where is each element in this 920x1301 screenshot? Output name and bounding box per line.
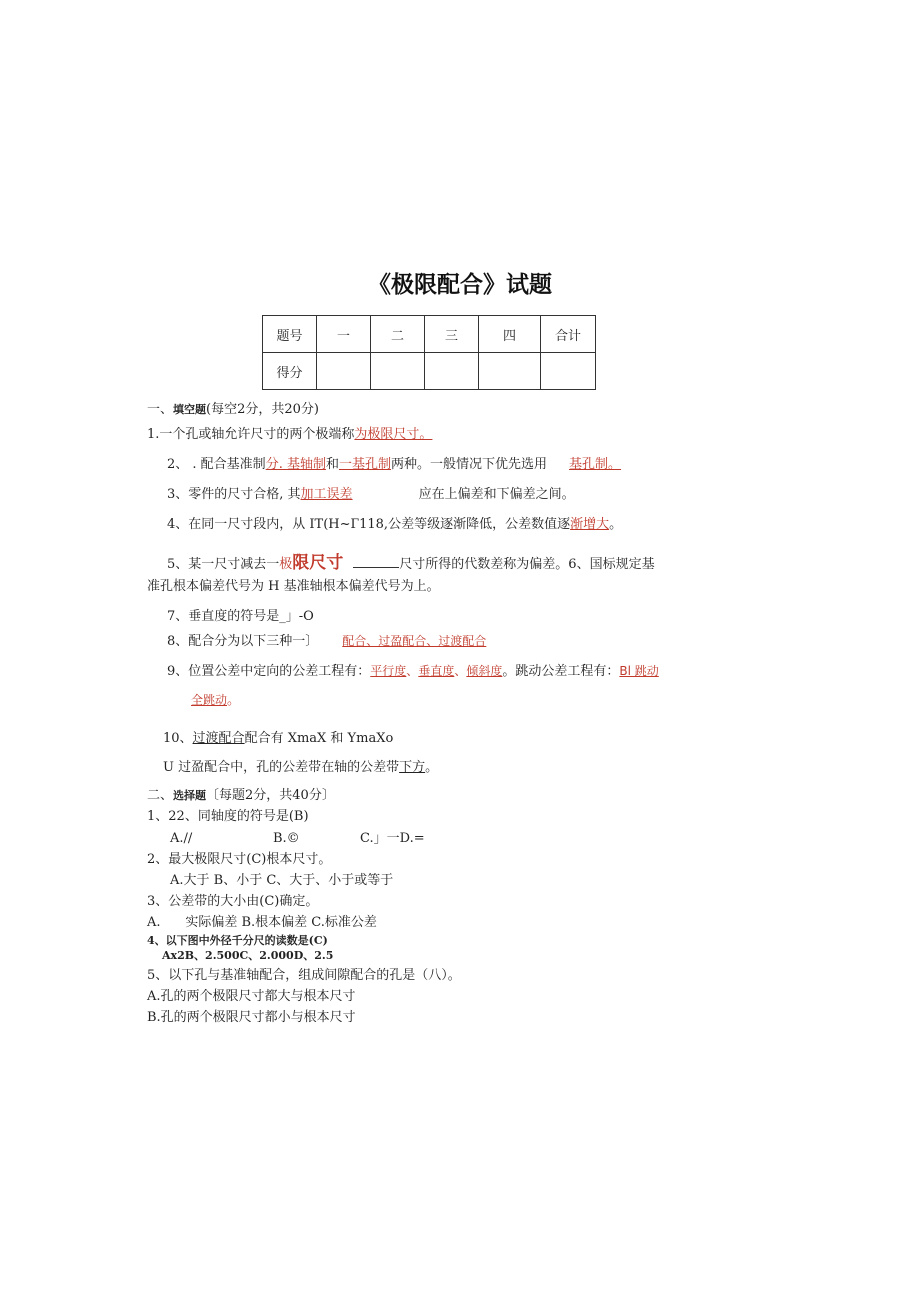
table-cell: 三 [425, 316, 479, 353]
question-7: 7、垂直度的符号是_」-O [167, 609, 314, 624]
choice-3-options: A. 实际偏差 B.根本偏差 C.标准公差 [147, 915, 377, 930]
table-cell: 二 [371, 316, 425, 353]
choice-4-options: Ax2B、2.500C、2.000D、2.5 [162, 949, 334, 962]
choice-4: 4、以下图中外径千分尺的读数是(C) [147, 934, 328, 947]
choice-5-option-a: A.孔的两个极限尺寸都大与根本尺寸 [147, 989, 356, 1004]
question-2: 2、 . 配合基准制分. 基轴制和一基孔制两种。一般情况下优先选用 基孔制。 [167, 457, 622, 472]
answer-blank [353, 554, 399, 568]
question-9: 9、位置公差中定向的公差工程有：平行度、垂直度、倾斜度。跳动公差工程有：Bl 跳动 [167, 664, 659, 679]
choice-1: 1、22、同轴度的符号是(B) [147, 809, 309, 824]
choice-2: 2、最大极限尺寸(C)根本尺寸。 [147, 852, 332, 867]
choice-5: 5、以下孔与基准轴配合，组成间隙配合的孔是（八）。 [147, 968, 461, 983]
table-cell [479, 353, 541, 390]
question-4: 4、在同一尺寸段内，从 IT(H~Г118,公差等级逐渐降低，公差数值逐渐增大。 [167, 517, 623, 532]
table-row [263, 316, 596, 353]
table-cell: 题号 [263, 316, 317, 353]
question-9-line2: 全跳动。 [191, 693, 241, 708]
table-cell: 合计 [541, 316, 596, 353]
question-3: 3、零件的尺寸合格, 其加工误差 应在上偏差和下偏差之间。 [167, 487, 575, 502]
page-title: 《极限配合》试题 [368, 272, 552, 298]
choice-2-options: A.大于 B、小于 C、大于、小于或等于 [170, 873, 394, 888]
table-cell [371, 353, 425, 390]
section2-heading: 二、选择题〔每题2分，共40分〕 [147, 788, 335, 803]
choice-1-option-b: B.© [273, 831, 300, 846]
table-cell: 四 [479, 316, 541, 353]
question-10: 10、过渡配合配合有 XmaX 和 YmaXo [163, 731, 394, 746]
question-5-line2: 准孔根本偏差代号为 H 基准轴根本偏差代号为上。 [147, 579, 440, 594]
table-cell [541, 353, 596, 390]
question-1: 1.一个孔或轴允许尺寸的两个极端称为极限尺寸。 [147, 427, 433, 442]
score-table [262, 315, 596, 390]
question-11: U 过盈配合中，孔的公差带在轴的公差带下方。 [163, 760, 439, 775]
choice-3: 3、公差带的大小由(C)确定。 [147, 894, 319, 909]
choice-1-option-a: A.// [170, 831, 193, 846]
table-cell [317, 353, 371, 390]
question-8: 8、配合分为以下三种一〕 配合、过盈配合、过渡配合 [167, 634, 487, 649]
table-cell: 一 [317, 316, 371, 353]
table-cell [425, 353, 479, 390]
question-5: 5、某一尺寸减去一极限尺寸 尺寸所得的代数差称为偏差。6、国标规定基 [167, 553, 655, 573]
table-cell: 得分 [263, 353, 317, 390]
choice-1-option-cd: C.」一D.= [360, 831, 425, 846]
choice-5-option-b: B.孔的两个极限尺寸都小与根本尺寸 [147, 1010, 356, 1025]
section1-heading: 一、填空题(每空2分，共20分) [147, 402, 319, 417]
table-row [263, 353, 596, 390]
